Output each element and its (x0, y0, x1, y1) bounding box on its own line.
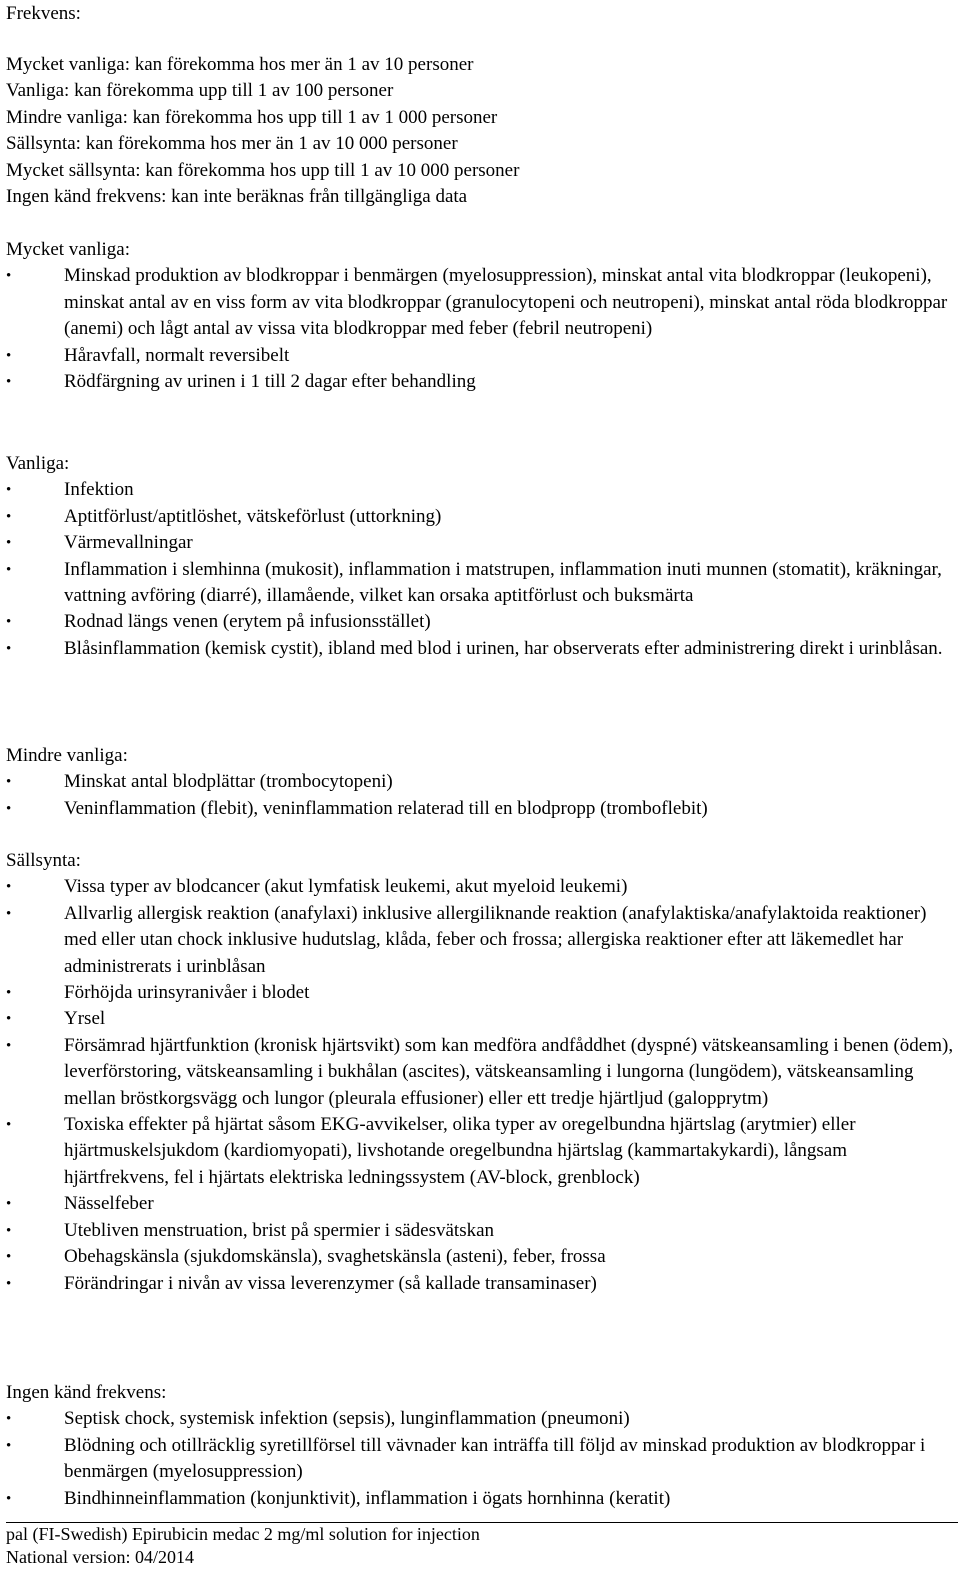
page-title: Frekvens: (6, 3, 81, 24)
list-item: • Håravfall, normalt reversibelt (6, 343, 956, 369)
list-item: • Förändringar i nivån av vissa leverenzymer (så kallade transaminaser) (6, 1271, 956, 1297)
list-item: • Obehagskänsla (sjukdomskänsla), svaghetskänsla (asteni), feber, frossa (6, 1244, 956, 1270)
list-item: • Nässelfeber (6, 1191, 956, 1217)
section-heading: Mindre vanliga: (6, 745, 128, 766)
list-item: • Försämrad hjärtfunktion (kronisk hjärtsvikt) som kan medföra andfåddhet (dyspné) vätskeansamling i benen (ödem), leverförstoring, vätskeansamling i bukhålan (ascites), vätskeansamling i lungorna (lungödem), vätskeansamling mellan bröstkorgsvägg och lungor (pleurala effusioner) eller ett tredje hjärtljud (galopprytm) (6, 1033, 956, 1112)
list-item: • Blåsinflammation (kemisk cystit), ibland med blod i urinen, har observerats efter administrering direkt i urinblåsan. (6, 636, 956, 662)
list-item: • Förhöjda urinsyranivåer i blodet (6, 980, 956, 1006)
bullet-list (6, 477, 956, 662)
footer-product-line: pal (FI-Swedish) Epirubicin medac 2 mg/ml solution for injection (6, 1524, 480, 1544)
list-item: • Minskat antal blodplättar (trombocytopeni) (6, 769, 956, 795)
list-item: • Infektion (6, 477, 956, 503)
list-item: • Vissa typer av blodcancer (akut lymfatisk leukemi, akut myeloid leukemi) (6, 874, 956, 900)
section-common (6, 451, 956, 662)
section-heading: Vanliga: (6, 453, 70, 474)
bullet-list (6, 874, 956, 1297)
list-item: • Bindhinneinflammation (konjunktivit), inflammation i ögats hornhinna (keratit) (6, 1486, 956, 1512)
bullet-list (6, 263, 956, 395)
section-heading: Mycket vanliga: (6, 239, 130, 260)
footer-version-line: National version: 04/2014 (6, 1547, 194, 1567)
frequency-definition: Ingen känd frekvens: kan inte beräknas från tillgängliga data (6, 186, 468, 208)
list-item: • Minskad produktion av blodkroppar i benmärgen (myelosuppression), minskat antal vita blodkroppar (leukopeni), minskat antal av en viss form av vita blodkroppar (granulocytopeni och neutropeni), minskat antal röda blodkroppar (anemi) och lågt antal av vissa vita blodkroppar med feber (febril neutropeni) (6, 263, 956, 342)
section-very-common (6, 237, 956, 395)
section-unknown-frequency (6, 1380, 956, 1512)
list-item: • Toxiska effekter på hjärtat såsom EKG-avvikelser, olika typer av oregelbundna hjärtslag (arytmier) eller hjärtmuskelsjukdom (kardiomyopati), livshotande oregelbundna hjärtslag (kammartakykardi), långsam hjärtfrekvens, fel i hjärtats elektriska ledningssystem (AV-block, grenblock) (6, 1112, 956, 1191)
section-heading: Sällsynta: (6, 850, 81, 871)
frequency-definition: Mycket sällsynta: kan förekomma hos upp till 1 av 10 000 personer (6, 159, 520, 181)
page-footer (6, 1522, 958, 1569)
list-item: • Rödfärgning av urinen i 1 till 2 dagar efter behandling (6, 369, 956, 395)
frequency-definition: Vanliga: kan förekomma upp till 1 av 100 personer (6, 80, 394, 102)
list-item: • Inflammation i slemhinna (mukosit), inflammation i matstrupen, inflammation inuti munnen (stomatit), kräkningar, vattning avföring (diarré), illamående, vilket kan orsaka aptitförlust och buksmärta (6, 557, 956, 610)
frequency-definition: Sällsynta: kan förekomma hos mer än 1 av 10 000 personer (6, 133, 458, 155)
list-item: • Utebliven menstruation, brist på spermier i sädesvätskan (6, 1218, 956, 1244)
section-heading: Ingen känd frekvens: (6, 1382, 167, 1403)
section-uncommon (6, 743, 956, 822)
list-item: • Septisk chock, systemisk infektion (sepsis), lunginflammation (pneumoni) (6, 1406, 956, 1432)
list-item: • Aptitförlust/aptitlöshet, vätskeförlust (uttorkning) (6, 504, 956, 530)
bullet-list (6, 769, 956, 822)
bullet-list (6, 1406, 956, 1512)
list-item: • Allvarlig allergisk reaktion (anafylaxi) inklusive allergiliknande reaktion (anafylaktiska/anafylaktoida reaktioner) med eller utan chock inklusive hudutslag, klåda, feber och frossa; allergiska reaktioner efter att läkemedlet har administrerats i urinblåsan (6, 901, 956, 980)
frequency-definition: Mycket vanliga: kan förekomma hos mer än 1 av 10 personer (6, 54, 474, 75)
section-rare (6, 848, 956, 1297)
list-item: • Yrsel (6, 1006, 956, 1032)
list-item: • Rodnad längs venen (erytem på infusionsstället) (6, 609, 956, 635)
list-item: • Veninflammation (flebit), veninflammation relaterad till en blodpropp (tromboflebit) (6, 796, 956, 822)
list-item: • Värmevallningar (6, 530, 956, 556)
list-item: • Blödning och otillräcklig syretillförsel till vävnader kan inträffa till följd av minskad produktion av blodkroppar i benmärgen (myelosuppression) (6, 1433, 956, 1486)
frequency-definitions (6, 52, 519, 210)
frequency-definition: Mindre vanliga: kan förekomma hos upp till 1 av 1 000 personer (6, 106, 498, 128)
